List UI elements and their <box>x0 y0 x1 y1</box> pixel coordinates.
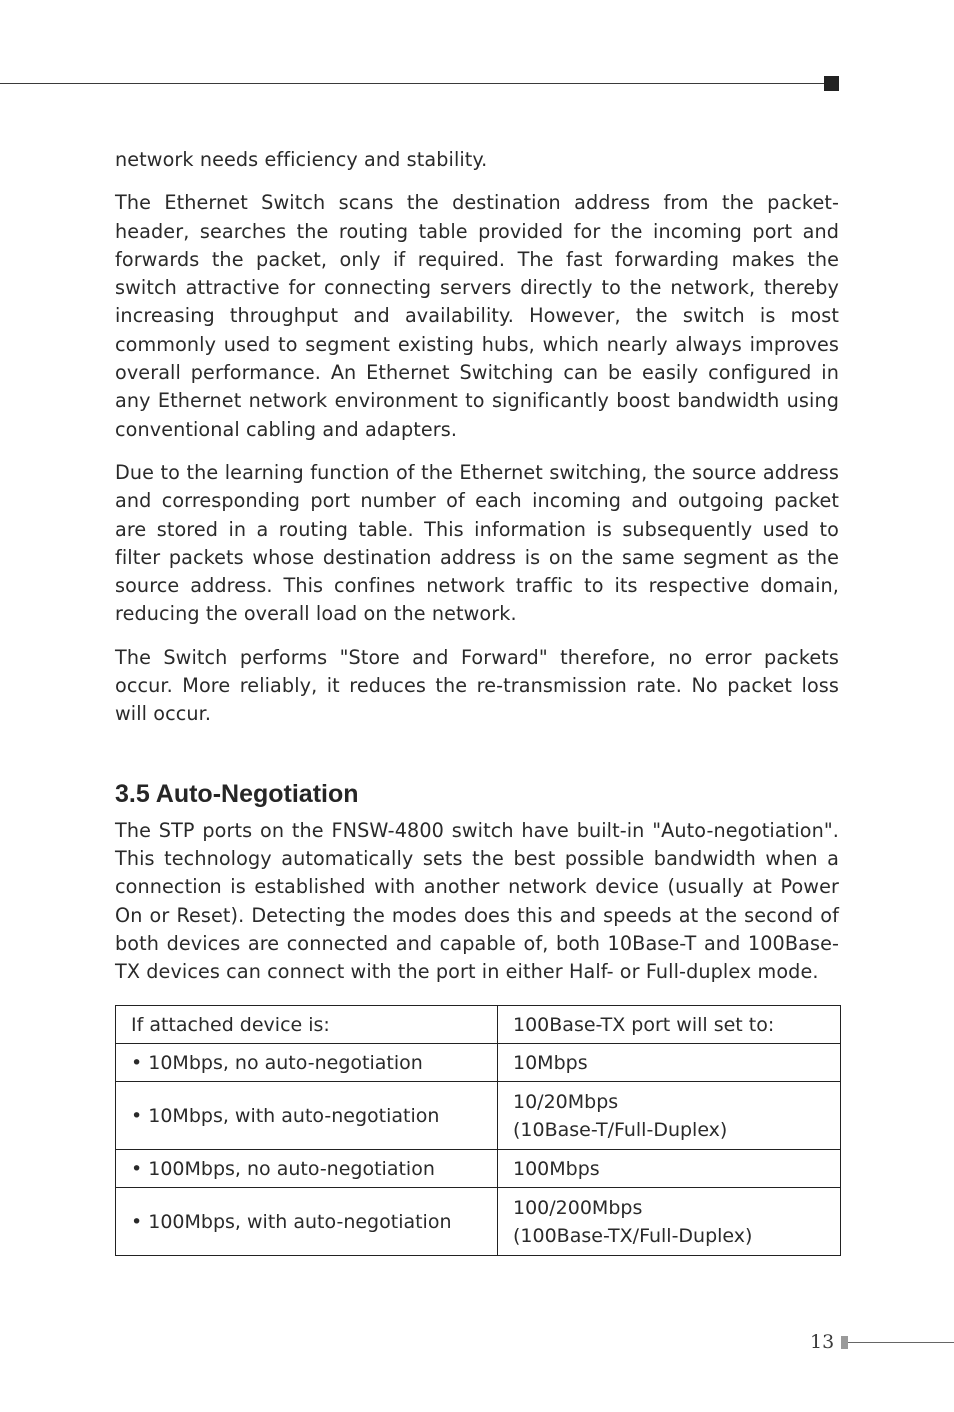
auto-negotiation-table <box>115 1005 841 1256</box>
table-header-device: If attached device is: <box>116 1006 498 1044</box>
paragraph-store-and-forward: The Switch performs "Store and Forward" therefore, no error packets occur. More reliably, it reduces the re-transmission rate. No packet loss will occur. <box>115 645 839 726</box>
paragraph-learning-function: Due to the learning function of the Ethernet switching, the source address and corresponding port number of each incoming and outgoing packet are stored in a routing table. This information is subsequently used to filter packets whose destination address is on the same segment as the source address. This confines network traffic to its respective domain, reducing the overall load on the network. <box>115 460 839 626</box>
setting-line: 100/200Mbps <box>513 1196 643 1219</box>
setting-line: 10Mbps <box>513 1051 588 1074</box>
table-cell-device: • 100Mbps, with auto-negotiation <box>116 1188 498 1256</box>
setting-line: 100Mbps <box>513 1157 600 1180</box>
table-row <box>116 1082 841 1150</box>
table-cell-setting <box>498 1150 841 1188</box>
table-cell-setting <box>498 1044 841 1082</box>
table-cell-device: • 10Mbps, no auto-negotiation <box>116 1044 498 1082</box>
table-row <box>116 1188 841 1256</box>
page-content <box>115 146 839 1256</box>
setting-line: 10/20Mbps <box>513 1090 619 1113</box>
table-cell-setting <box>498 1082 841 1150</box>
header-square-marker <box>824 76 839 91</box>
table-header-row <box>116 1006 841 1044</box>
section-heading: 3.5 Auto-Negotiation <box>115 779 359 808</box>
table-header-setting: 100Base-TX port will set to: <box>498 1006 841 1044</box>
paragraph-switch-scanning: The Ethernet Switch scans the destination address from the packet-header, searches the routing table provided for the incoming port and forwards the packet, only if required. The fast forwarding makes the switch attractive for connecting servers directly to the network, thereby increasing throughput and availability. However, the switch is most commonly used to segment existing hubs, which nearly always improves overall performance. An Ethernet Switching can be easily configured in any Ethernet network environment to significantly boost bandwidth using conventional cabling and adapters. <box>115 191 839 441</box>
paragraph-continuation: network needs efficiency and stability. <box>115 148 488 171</box>
table-row <box>116 1044 841 1082</box>
table-cell-device: • 100Mbps, no auto-negotiation <box>116 1150 498 1188</box>
setting-line: (100Base-TX/Full-Duplex) <box>513 1224 753 1247</box>
setting-line: (10Base-T/Full-Duplex) <box>513 1118 728 1141</box>
footer-square-marker <box>841 1336 848 1349</box>
footer-rule <box>848 1342 954 1343</box>
page-number: 13 <box>810 1331 835 1353</box>
table-cell-setting <box>498 1188 841 1256</box>
header-rule <box>0 83 826 84</box>
table-row <box>116 1150 841 1188</box>
table-cell-device: • 10Mbps, with auto-negotiation <box>116 1082 498 1150</box>
paragraph-auto-negotiation: The STP ports on the FNSW-4800 switch have built-in "Auto-negotiation". This technology automatically sets the best possible bandwidth when a connection is established with another network device (usually at Power On or Reset). Detecting the modes does this and speeds at the second of both devices are connected and capable of, both 10Base-T and 100Base-TX devices can connect with the port in either Half- or Full-duplex mode. <box>115 818 839 984</box>
